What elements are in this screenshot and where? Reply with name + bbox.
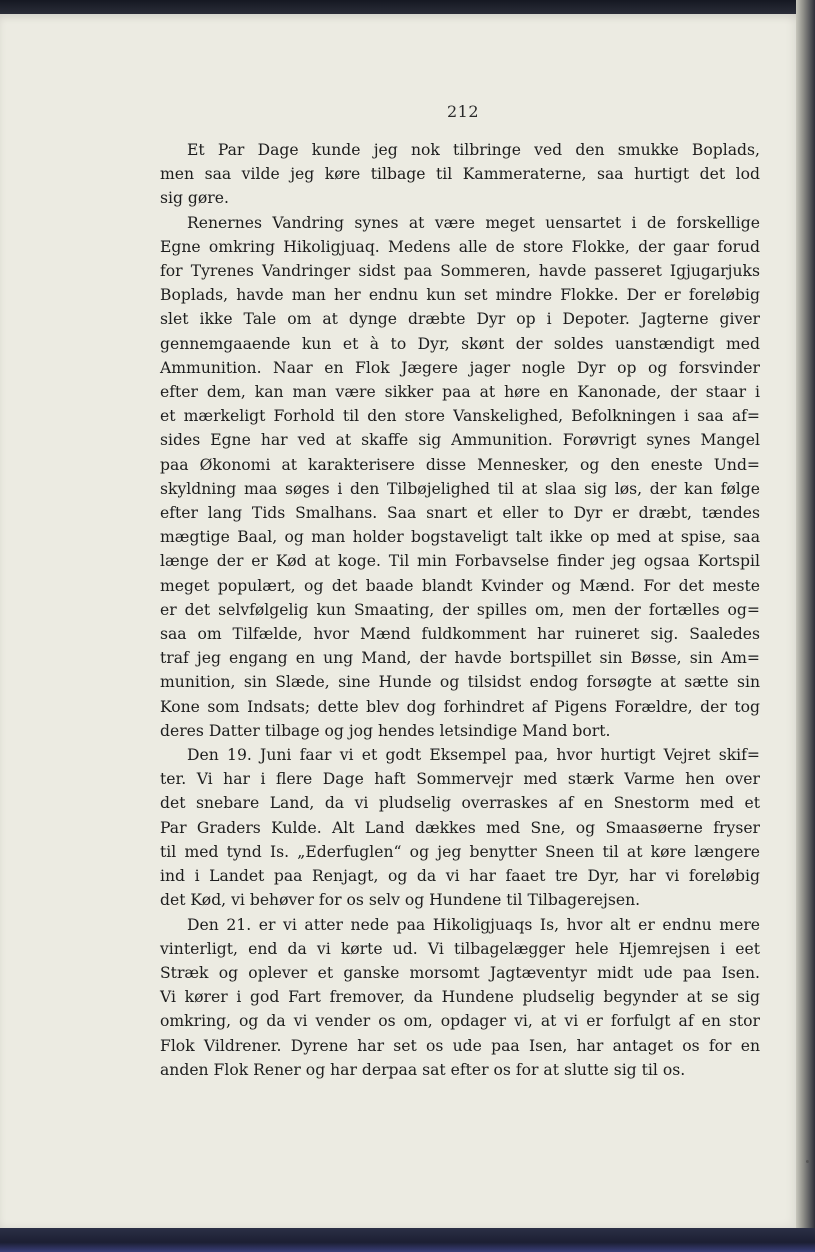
text-line: sides Egne har ved at skaffe sig Ammunition. Forøvrigt synes Mangel: [160, 431, 760, 450]
scan-top-edge: [0, 0, 815, 14]
text-line: omkring, og da vi vender os om, opdager vi, at vi er forfulgt af en stor: [160, 1012, 760, 1031]
text-line: vinterligt, end da vi kørte ud. Vi tilbagelægger hele Hjemrejsen i eet: [160, 939, 760, 958]
text-line: for Tyrenes Vandringer sidst paa Sommeren, havde passeret Igjugarjuks: [160, 262, 760, 281]
page-number: 212: [447, 102, 480, 121]
text-line: Flok Vildrener. Dyrene har set os ude paa Isen, har antaget os for en: [160, 1036, 760, 1055]
text-line: Den 19. Juni faar vi et godt Eksempel paa, hvor hurtigt Vejret skif=: [187, 746, 760, 765]
text-line: gennemgaaende kun et à to Dyr, skønt der soldes uanstændigt med: [160, 334, 760, 353]
text-line: efter dem, kan man være sikker paa at høre en Kanonade, der staar i: [160, 383, 760, 402]
text-line: er det selvfølgelig kun Smaating, der spilles om, men der fortælles og=: [160, 600, 760, 619]
text-line: munition, sin Slæde, sine Hunde og tilsidst endog forsøgte at sætte sin: [160, 673, 760, 692]
body-text: [160, 138, 760, 1082]
text-line: sig gøre.: [160, 189, 229, 208]
book-page: [0, 14, 800, 1228]
text-line: paa Økonomi at karakterisere disse Mennesker, og den eneste Und=: [160, 455, 760, 474]
text-line: anden Flok Rener og har derpaa sat efter os for at slutte sig til os.: [160, 1060, 686, 1079]
book-spine-edge: [796, 0, 815, 1252]
text-line: Boplads, havde man her endnu kun set mindre Flokke. Der er foreløbig: [160, 286, 760, 305]
text-line: Stræk og oplever et ganske morsomt Jagtæventyr midt ude paa Isen.: [160, 963, 760, 982]
text-line: Et Par Dage kunde jeg nok tilbringe ved den smukke Boplads,: [187, 141, 760, 159]
text-line: det snebare Land, da vi pludselig overraskes af en Snestorm med et: [160, 794, 760, 813]
text-line: Den 21. er vi atter nede paa Hikoligjuaqs Is, hvor alt er endnu mere: [187, 915, 760, 934]
text-line: men saa vilde jeg køre tilbage til Kammeraterne, saa hurtigt det lod: [160, 165, 760, 184]
text-line: det Kød, vi behøver for os selv og Hundene til Tilbagerejsen.: [160, 891, 641, 910]
text-line: saa om Tilfælde, hvor Mænd fuldkomment har ruineret sig. Saaledes: [160, 625, 760, 644]
text-line: skyldning maa søges i den Tilbøjelighed til at slaa sig løs, der kan følge: [160, 479, 760, 498]
text-line: deres Datter tilbage og jog hendes letsindige Mand bort.: [160, 721, 611, 740]
text-line: ter. Vi har i flere Dage haft Sommervejr med stærk Varme hen over: [160, 770, 760, 789]
text-line: længe der er Kød at koge. Til min Forbavselse finder jeg ogsaa Kortspil: [160, 552, 760, 571]
dust-mark: [806, 1160, 809, 1163]
text-line: traf jeg engang en ung Mand, der havde bortspillet sin Bøsse, sin Am=: [160, 649, 760, 668]
text-line: et mærkeligt Forhold til den store Vanskelighed, Befolkningen i saa af=: [160, 407, 760, 426]
text-line: Vi kører i god Fart fremover, da Hundene pludselig begynder at se sig: [160, 988, 760, 1007]
text-line: efter lang Tids Smalhans. Saa snart et eller to Dyr er dræbt, tændes: [160, 504, 760, 523]
text-line: Par Graders Kulde. Alt Land dækkes med Sne, og Smaasøerne fryser: [160, 818, 760, 837]
text-line: Ammunition. Naar en Flok Jægere jager nogle Dyr op og forsvinder: [160, 358, 760, 377]
text-line: til med tynd Is. „Ederfuglen“ og jeg benytter Sneen til at køre længere: [160, 842, 760, 861]
text-line: meget populært, og det baade blandt Kvinder og Mænd. For det meste: [160, 576, 760, 595]
scan-bottom-edge: [0, 1228, 815, 1252]
text-line: Egne omkring Hikoligjuaq. Medens alle de store Flokke, der gaar forud: [160, 237, 760, 256]
text-line: ind i Landet paa Renjagt, og da vi har faaet tre Dyr, har vi foreløbig: [160, 867, 760, 886]
text-line: mægtige Baal, og man holder bogstaveligt talt ikke op med at spise, saa: [160, 528, 760, 547]
text-line: slet ikke Tale om at dynge dræbte Dyr op i Depoter. Jagterne giver: [160, 310, 760, 329]
text-line: Kone som Indsats; dette blev dog forhindret af Pigens Forældre, der tog: [160, 697, 760, 716]
text-line: Renernes Vandring synes at være meget uensartet i de forskellige: [187, 213, 760, 232]
